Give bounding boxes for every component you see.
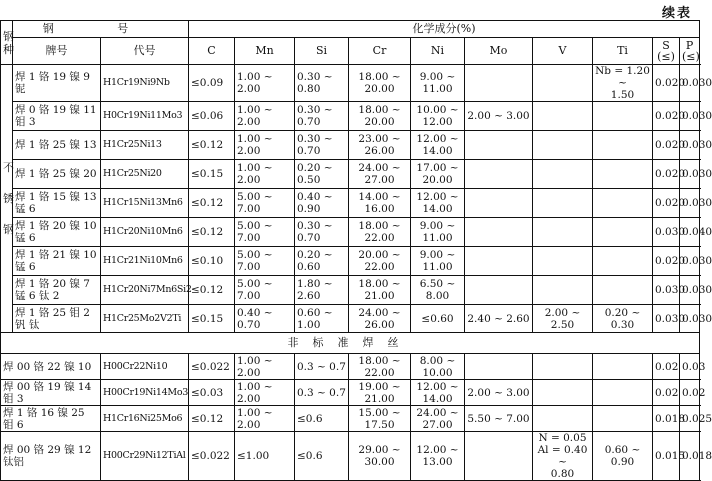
s-cell: 0.015 (653, 432, 680, 481)
s-cell: 0.02 (653, 354, 680, 380)
ti-cell (593, 276, 653, 305)
table-row (1, 218, 700, 247)
c-cell: ≤0.12 (189, 189, 235, 218)
v-cell (533, 247, 593, 276)
mo-cell (465, 131, 533, 160)
mn-header: Mn (235, 38, 295, 65)
c-cell: ≤0.12 (189, 218, 235, 247)
si-cell: ≤0.6 (295, 432, 349, 481)
v-cell: N = 0.05 Al = 0.40 ~ 0.80 (533, 432, 593, 481)
grade-header: 牌号 (13, 38, 101, 65)
s-cell: 0.020 (653, 160, 680, 189)
header-row-2 (1, 38, 700, 65)
v-cell (533, 406, 593, 432)
c-cell: ≤0.12 (189, 276, 235, 305)
cr-cell: 19.00 ~ 21.00 (349, 380, 411, 406)
code-cell: H00Cr29Ni12TiAl (101, 432, 189, 481)
mn-cell: ≤1.00 (235, 432, 295, 481)
ti-cell (593, 218, 653, 247)
si-cell: 0.3 ~ 0.7 (295, 354, 349, 380)
p-cell: 0.030 (680, 189, 700, 218)
section-row (1, 333, 700, 354)
code-cell: H1Cr25Ni20 (101, 160, 189, 189)
category-label: 不 锈 钢 (1, 65, 13, 333)
mo-cell (465, 160, 533, 189)
table-row (1, 305, 700, 333)
ni-cell: 17.00 ~ 20.00 (411, 160, 465, 189)
si-cell: 0.30 ~ 0.80 (295, 65, 349, 102)
code-header: 代号 (101, 38, 189, 65)
grade-cell: 焊 1 铬 16 镍 25 钼 6 (1, 406, 101, 432)
s-cell: 0.030 (653, 276, 680, 305)
code-cell: H1Cr20Ni7Mn6Si2 (101, 276, 189, 305)
grade-cell: 焊 1 铬 21 镍 10 锰 6 (13, 247, 101, 276)
c-cell: ≤0.15 (189, 160, 235, 189)
si-cell: 0.30 ~ 0.70 (295, 131, 349, 160)
table-row (1, 160, 700, 189)
ni-cell: 12.00 ~ 14.00 (411, 380, 465, 406)
mo-cell (465, 432, 533, 481)
c-cell: ≤0.022 (189, 354, 235, 380)
code-cell: H1Cr19Ni9Nb (101, 65, 189, 102)
ni-header: Ni (411, 38, 465, 65)
cr-cell: 15.00 ~ 17.50 (349, 406, 411, 432)
v-cell: 2.00 ~ 2.50 (533, 305, 593, 333)
v-cell (533, 276, 593, 305)
table-row (1, 131, 700, 160)
ti-cell: 0.60 ~ 0.90 (593, 432, 653, 481)
continued-label: 续表 (661, 6, 692, 21)
ti-cell (593, 160, 653, 189)
ni-cell: 24.00 ~ 27.00 (411, 406, 465, 432)
s-cell: 0.020 (653, 189, 680, 218)
v-cell (533, 218, 593, 247)
ti-cell (593, 247, 653, 276)
p-cell: 0.018 (680, 432, 700, 481)
composition-table (0, 20, 712, 481)
section-label: 非标准焊丝 (1, 333, 700, 354)
v-cell (533, 380, 593, 406)
p-header: P (≤) (680, 38, 700, 65)
cr-cell: 24.00 ~ 27.00 (349, 160, 411, 189)
ni-cell: 9.00 ~ 11.00 (411, 65, 465, 102)
cr-cell: 14.00 ~ 16.00 (349, 189, 411, 218)
p-cell: 0.02 (680, 380, 700, 406)
mn-cell: 5.00 ~ 7.00 (235, 218, 295, 247)
si-cell: ≤0.6 (295, 406, 349, 432)
mn-cell: 5.00 ~ 7.00 (235, 247, 295, 276)
mn-cell: 1.00 ~ 2.00 (235, 406, 295, 432)
ni-cell: 8.00 ~ 10.00 (411, 354, 465, 380)
si-cell: 0.20 ~ 0.60 (295, 247, 349, 276)
code-cell: H1Cr25Ni13 (101, 131, 189, 160)
cr-cell: 18.00 ~ 20.00 (349, 102, 411, 131)
s-header: S (≤) (653, 38, 680, 65)
p-cell: 0.040 (680, 218, 700, 247)
header-row-1 (1, 21, 700, 38)
table-row (1, 432, 700, 481)
code-cell: H1Cr25Mo2V2Ti (101, 305, 189, 333)
table-row (1, 102, 700, 131)
mo-cell: 5.50 ~ 7.00 (465, 406, 533, 432)
si-cell: 0.3 ~ 0.7 (295, 380, 349, 406)
p-cell: 0.030 (680, 276, 700, 305)
c-cell: ≤0.03 (189, 380, 235, 406)
ti-cell (593, 354, 653, 380)
s-cell: 0.020 (653, 247, 680, 276)
code-cell: H00Cr22Ni10 (101, 354, 189, 380)
mn-cell: 1.00 ~ 2.00 (235, 354, 295, 380)
nonstandard-rows (1, 354, 712, 481)
mo-cell (465, 189, 533, 218)
ti-header: Ti (593, 38, 653, 65)
table-row (1, 189, 700, 218)
cr-cell: 29.00 ~ 30.00 (349, 432, 411, 481)
cr-cell: 18.00 ~ 22.00 (349, 354, 411, 380)
v-header: V (533, 38, 593, 65)
p-cell: 0.030 (680, 160, 700, 189)
ni-cell: 10.00 ~ 12.00 (411, 102, 465, 131)
cr-header: Cr (349, 38, 411, 65)
mo-cell: 2.00 ~ 3.00 (465, 102, 533, 131)
table-row (1, 406, 700, 432)
mo-cell (465, 276, 533, 305)
si-cell: 0.40 ~ 0.90 (295, 189, 349, 218)
ti-cell (593, 406, 653, 432)
mn-cell: 1.00 ~ 2.00 (235, 65, 295, 102)
mn-cell: 5.00 ~ 7.00 (235, 276, 295, 305)
code-cell: H00Cr19Ni14Mo3 (101, 380, 189, 406)
grade-cell: 焊 1 铬 20 镍 7 锰 6 钛 2 (13, 276, 101, 305)
code-cell: H1Cr16Ni25Mo6 (101, 406, 189, 432)
v-cell (533, 65, 593, 102)
code-cell: H1Cr20Ni10Mn6 (101, 218, 189, 247)
ni-cell: 12.00 ~ 14.00 (411, 131, 465, 160)
cr-cell: 23.00 ~ 26.00 (349, 131, 411, 160)
s-cell: 0.030 (653, 305, 680, 333)
c-cell: ≤0.09 (189, 65, 235, 102)
grade-cell: 焊 1 铬 25 钼 2 钒 钛 (13, 305, 101, 333)
v-cell (533, 160, 593, 189)
s-cell: 0.020 (653, 65, 680, 102)
stainless-rows (1, 65, 712, 333)
cr-cell: 24.00 ~ 26.00 (349, 305, 411, 333)
v-cell (533, 131, 593, 160)
table-row (1, 380, 700, 406)
p-cell: 0.030 (680, 305, 700, 333)
ti-cell (593, 131, 653, 160)
s-cell: 0.020 (653, 102, 680, 131)
p-cell: 0.025 (680, 406, 700, 432)
grade-cell: 焊 1 铬 15 镍 13 锰 6 (13, 189, 101, 218)
mn-cell: 1.00 ~ 2.00 (235, 380, 295, 406)
grade-cell: 焊 1 铬 25 镍 20 (13, 160, 101, 189)
ni-cell: 9.00 ~ 11.00 (411, 247, 465, 276)
code-cell: H1Cr21Ni10Mn6 (101, 247, 189, 276)
mn-cell: 5.00 ~ 7.00 (235, 189, 295, 218)
ti-cell: Nb = 1.20 ~ 1.50 (593, 65, 653, 102)
s-cell: 0.02 (653, 380, 680, 406)
cr-cell: 18.00 ~ 20.00 (349, 65, 411, 102)
s-cell: 0.018 (653, 406, 680, 432)
code-cell: H0Cr19Ni11Mo3 (101, 102, 189, 131)
steel-group-header: 钢 号 (13, 21, 189, 38)
si-cell: 0.30 ~ 0.70 (295, 102, 349, 131)
table-row (1, 354, 700, 380)
c-cell: ≤0.12 (189, 406, 235, 432)
mo-cell (465, 247, 533, 276)
ni-cell: 12.00 ~ 14.00 (411, 189, 465, 218)
si-header: Si (295, 38, 349, 65)
p-cell: 0.030 (680, 247, 700, 276)
chem-title-header: 化学成分(%) (189, 21, 700, 38)
grade-cell: 焊 00 铬 29 镍 12 钛铝 (1, 432, 101, 481)
grade-cell: 焊 1 铬 20 镍 10 锰 6 (13, 218, 101, 247)
mo-cell: 2.40 ~ 2.60 (465, 305, 533, 333)
grade-cell: 焊 1 铬 19 镍 9 铌 (13, 65, 101, 102)
cr-cell: 18.00 ~ 22.00 (349, 218, 411, 247)
p-cell: 0.03 (680, 354, 700, 380)
p-cell: 0.030 (680, 65, 700, 102)
grade-cell: 焊 1 铬 25 镍 13 (13, 131, 101, 160)
s-cell: 0.030 (653, 218, 680, 247)
ni-cell: 9.00 ~ 11.00 (411, 218, 465, 247)
ti-cell: 0.20 ~ 0.30 (593, 305, 653, 333)
mo-cell (465, 218, 533, 247)
mo-header: Mo (465, 38, 533, 65)
si-cell: 0.20 ~ 0.50 (295, 160, 349, 189)
cr-cell: 20.00 ~ 22.00 (349, 247, 411, 276)
table-row (1, 65, 700, 102)
p-cell: 0.030 (680, 131, 700, 160)
v-cell (533, 354, 593, 380)
c-cell: ≤0.022 (189, 432, 235, 481)
c-cell: ≤0.06 (189, 102, 235, 131)
si-cell: 0.60 ~ 1.00 (295, 305, 349, 333)
mo-cell (465, 65, 533, 102)
v-cell (533, 102, 593, 131)
s-cell: 0.020 (653, 131, 680, 160)
ni-cell: 12.00 ~ 13.00 (411, 432, 465, 481)
ti-cell (593, 189, 653, 218)
mo-cell (465, 354, 533, 380)
grade-cell: 焊 00 铬 22 镍 10 (1, 354, 101, 380)
ni-cell: ≤0.60 (411, 305, 465, 333)
ti-cell (593, 102, 653, 131)
mn-cell: 1.00 ~ 2.00 (235, 131, 295, 160)
mn-cell: 1.00 ~ 2.00 (235, 160, 295, 189)
steel-type-header: 钢种 (1, 21, 13, 65)
si-cell: 1.80 ~ 2.60 (295, 276, 349, 305)
c-cell: ≤0.10 (189, 247, 235, 276)
c-cell: ≤0.15 (189, 305, 235, 333)
cr-cell: 18.00 ~ 21.00 (349, 276, 411, 305)
grade-cell: 焊 00 铬 19 镍 14 钼 3 (1, 380, 101, 406)
table-row (1, 247, 700, 276)
mn-cell: 0.40 ~ 0.70 (235, 305, 295, 333)
mo-cell: 2.00 ~ 3.00 (465, 380, 533, 406)
c-header: C (189, 38, 235, 65)
v-cell (533, 189, 593, 218)
c-cell: ≤0.12 (189, 131, 235, 160)
mn-cell: 1.00 ~ 2.00 (235, 102, 295, 131)
ni-cell: 6.50 ~ 8.00 (411, 276, 465, 305)
code-cell: H1Cr15Ni13Mn6 (101, 189, 189, 218)
p-cell: 0.030 (680, 102, 700, 131)
si-cell: 0.30 ~ 0.70 (295, 218, 349, 247)
table-row (1, 276, 700, 305)
grade-cell: 焊 0 铬 19 镍 11 钼 3 (13, 102, 101, 131)
ti-cell (593, 380, 653, 406)
